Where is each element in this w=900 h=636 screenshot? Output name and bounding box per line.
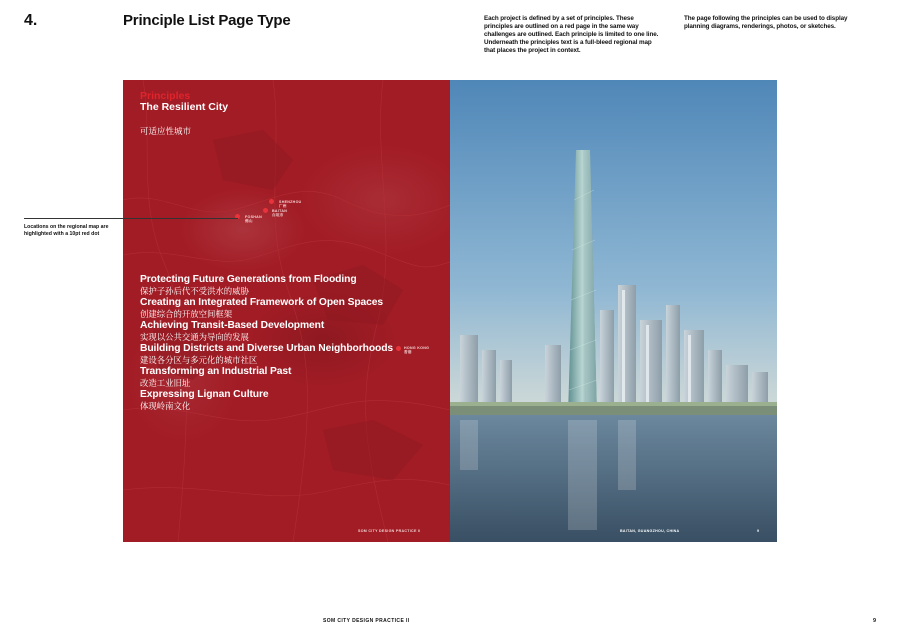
map-label-baitan: BAITAN 白坦市 — [272, 209, 288, 218]
principle-english: Expressing Lignan Culture — [140, 389, 269, 400]
description-principles: Each project is defined by a set of principles. These principles are outlined on a red page in the same way challenges are outlined. Each principle is limited to one line. Underneath the principles text is a full-bleed regional map that places the project in context. — [484, 15, 659, 54]
principle-item — [140, 274, 420, 297]
page-number: 9 — [873, 618, 877, 624]
map-dot-shenzhen — [269, 199, 274, 204]
principle-english: Creating an Integrated Framework of Open Spaces — [140, 297, 384, 308]
principle-chinese: 改造工业旧址 — [140, 378, 191, 388]
photo-caption: BAITAN, GUANGZHOU, CHINA — [620, 529, 680, 533]
principle-english: Transforming an Industrial Past — [140, 366, 292, 377]
callout-leader-line — [24, 218, 238, 219]
skyline-photo-page — [450, 80, 777, 542]
description-following-page: The page following the principles can be used to display planning diagrams, renderings, photos, or sketches. — [684, 15, 848, 30]
left-page-folio: SOM CITY DESIGN PRACTICE II — [358, 529, 421, 533]
city-title-chinese: 可适应性城市 — [140, 126, 192, 136]
principle-english: Building Districts and Diverse Urban Neighborhoods — [140, 343, 394, 354]
principles-red-page — [123, 80, 450, 542]
skyline-rendering-image — [450, 80, 777, 542]
principle-chinese: 体现岭南文化 — [140, 401, 191, 411]
principle-chinese: 保护子孙后代不受洪水的威胁 — [140, 286, 249, 296]
city-title: The Resilient City — [140, 101, 229, 113]
right-page-folio: 9 — [757, 529, 759, 533]
footer-publication: SOM CITY DESIGN PRACTICE II — [323, 618, 410, 624]
principles-kicker: Principles — [140, 90, 191, 102]
principle-item — [140, 320, 420, 343]
principle-chinese: 实现以公共交通为导向的发展 — [140, 332, 249, 342]
principle-chinese: 建设各分区与多元化的城市社区 — [140, 355, 258, 365]
principle-item — [140, 366, 420, 389]
principle-english: Achieving Transit-Based Development — [140, 320, 325, 331]
principle-item — [140, 297, 420, 320]
section-number: 4. — [24, 12, 38, 29]
principle-english: Protecting Future Generations from Flooding — [140, 274, 357, 285]
map-label-foshan: FOSHAN 佛山 — [245, 215, 262, 224]
principle-chinese: 创建综合的开放空间框架 — [140, 309, 233, 319]
principle-list — [140, 274, 420, 412]
page-title: Principle List Page Type — [123, 12, 291, 29]
book-spread — [123, 80, 777, 542]
principle-item — [140, 343, 420, 366]
map-dot-callout: Locations on the regional map are highlighted with a 10pt red dot — [24, 224, 109, 237]
map-label-shenzhen: SHENZHOU 广州 — [279, 200, 302, 209]
map-dot-baitan — [263, 208, 268, 213]
map-label-hongkong: HONG KONG 香港 — [404, 346, 430, 355]
principle-item — [140, 389, 420, 412]
